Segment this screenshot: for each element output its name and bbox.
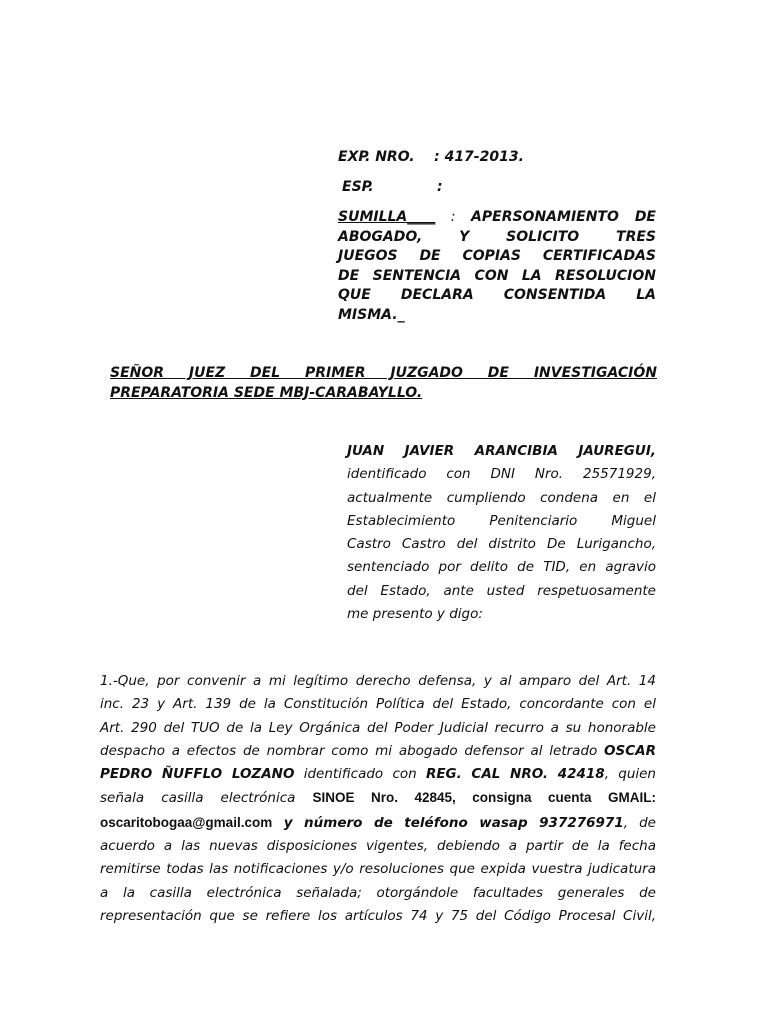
lawyer-email: oscaritobogaa@gmail.com [100,814,273,830]
p1-line-11: representación que se refiere los artículos 74 y 75 del Código Procesal Civil, [100,907,656,924]
sumilla-line-1 [338,208,656,228]
intro-line-3: Establecimiento Penitenciario Miguel [347,512,656,529]
p1-line-5-end: , quien [604,766,656,783]
sumilla-line-5: QUE DECLARA CONSENTIDA LA [338,287,656,303]
sumilla-line-6: MISMA._ [338,306,405,323]
lawyer-registration: REG. CAL NRO. 42418 [425,766,605,783]
intro-line-4: Castro Castro del distrito De Lurigancho, [347,536,656,553]
petitioner-name: JUAN JAVIER ARANCIBIA JAUREGUI, [347,443,656,459]
p1-line-6 [100,786,656,810]
p1-line-5-text: identificado con [294,766,426,783]
intro-line-6: del Estado, ante usted respetuosamente [347,582,656,599]
p1-line-3: Art. 290 del TUO de la Ley Orgánica del Poder Judicial recurro a su honorable [100,719,656,736]
addressee-heading [110,364,657,403]
lawyer-phone: y número de teléfono wasap 937276971 [272,814,624,831]
addressee-line-2: PREPARATORIA SEDE MBJ-CARABAYLLO. [110,384,423,401]
p1-line-1: 1.-Que, por convenir a mi legítimo derecho defensa, y al amparo del Art. 14 [100,673,656,689]
sumilla-block [338,208,656,325]
addressee-line-1: SEÑOR JUEZ DEL PRIMER JUZGADO DE INVESTIGACIÓN [110,365,657,381]
p1-line-6-text: señala casilla electrónica [100,790,313,807]
expediente-number: EXP. NRO. : 417-2013. [338,149,524,165]
p1-line-5 [100,763,656,786]
intro-line-1: identificado con DNI Nro. 25571929, [347,466,656,483]
p1-line-7 [100,811,656,835]
intro-line-7: me presento y digo: [347,606,483,623]
intro-line-2: actualmente cumpliendo condena en el [347,489,656,506]
p1-line-7-end: , de [623,814,656,831]
sumilla-text: APERSONAMIENTO DE [471,209,656,225]
sumilla-line-4: DE SENTENCIA CON LA RESOLUCION [338,267,656,284]
sumilla-colon: : [435,209,472,225]
p1-line-4-text: despacho a efectos de nombrar como mi abogado defensor al letrado [100,742,605,759]
paragraph-1 [100,670,656,928]
p1-line-2: inc. 23 y Art. 139 de la Constitución Política del Estado, concordante con el [100,696,656,713]
p1-line-4 [100,740,656,763]
lawyer-name-part-1: OSCAR [604,742,656,759]
intro-line-5: sentenciado por delito de TID, en agravio [347,559,656,576]
p1-line-9: remitirse todas las notificaciones y/o resoluciones que expida vuestra judicatura [100,861,656,878]
sumilla-line-2: ABOGADO, Y SOLICITO TRES [338,228,656,245]
sumilla-line-3: JUEGOS DE COPIAS CERTIFICADAS [338,248,656,264]
sumilla-label: SUMILLA____ [338,209,436,225]
p1-line-8: acuerdo a las nuevas disposiciones vigentes, debiendo a partir de la fecha [100,838,656,855]
sinoe-casilla: SINOE Nro. 42845, consigna cuenta GMAIL: [312,790,656,806]
especialista-line: ESP. : [342,179,443,195]
p1-line-10: a la casilla electrónica señalada; otorgándole facultades generales de [100,884,656,901]
petitioner-intro [347,440,656,626]
lawyer-name-part-2: PEDRO ÑUFFLO LOZANO [100,766,295,783]
